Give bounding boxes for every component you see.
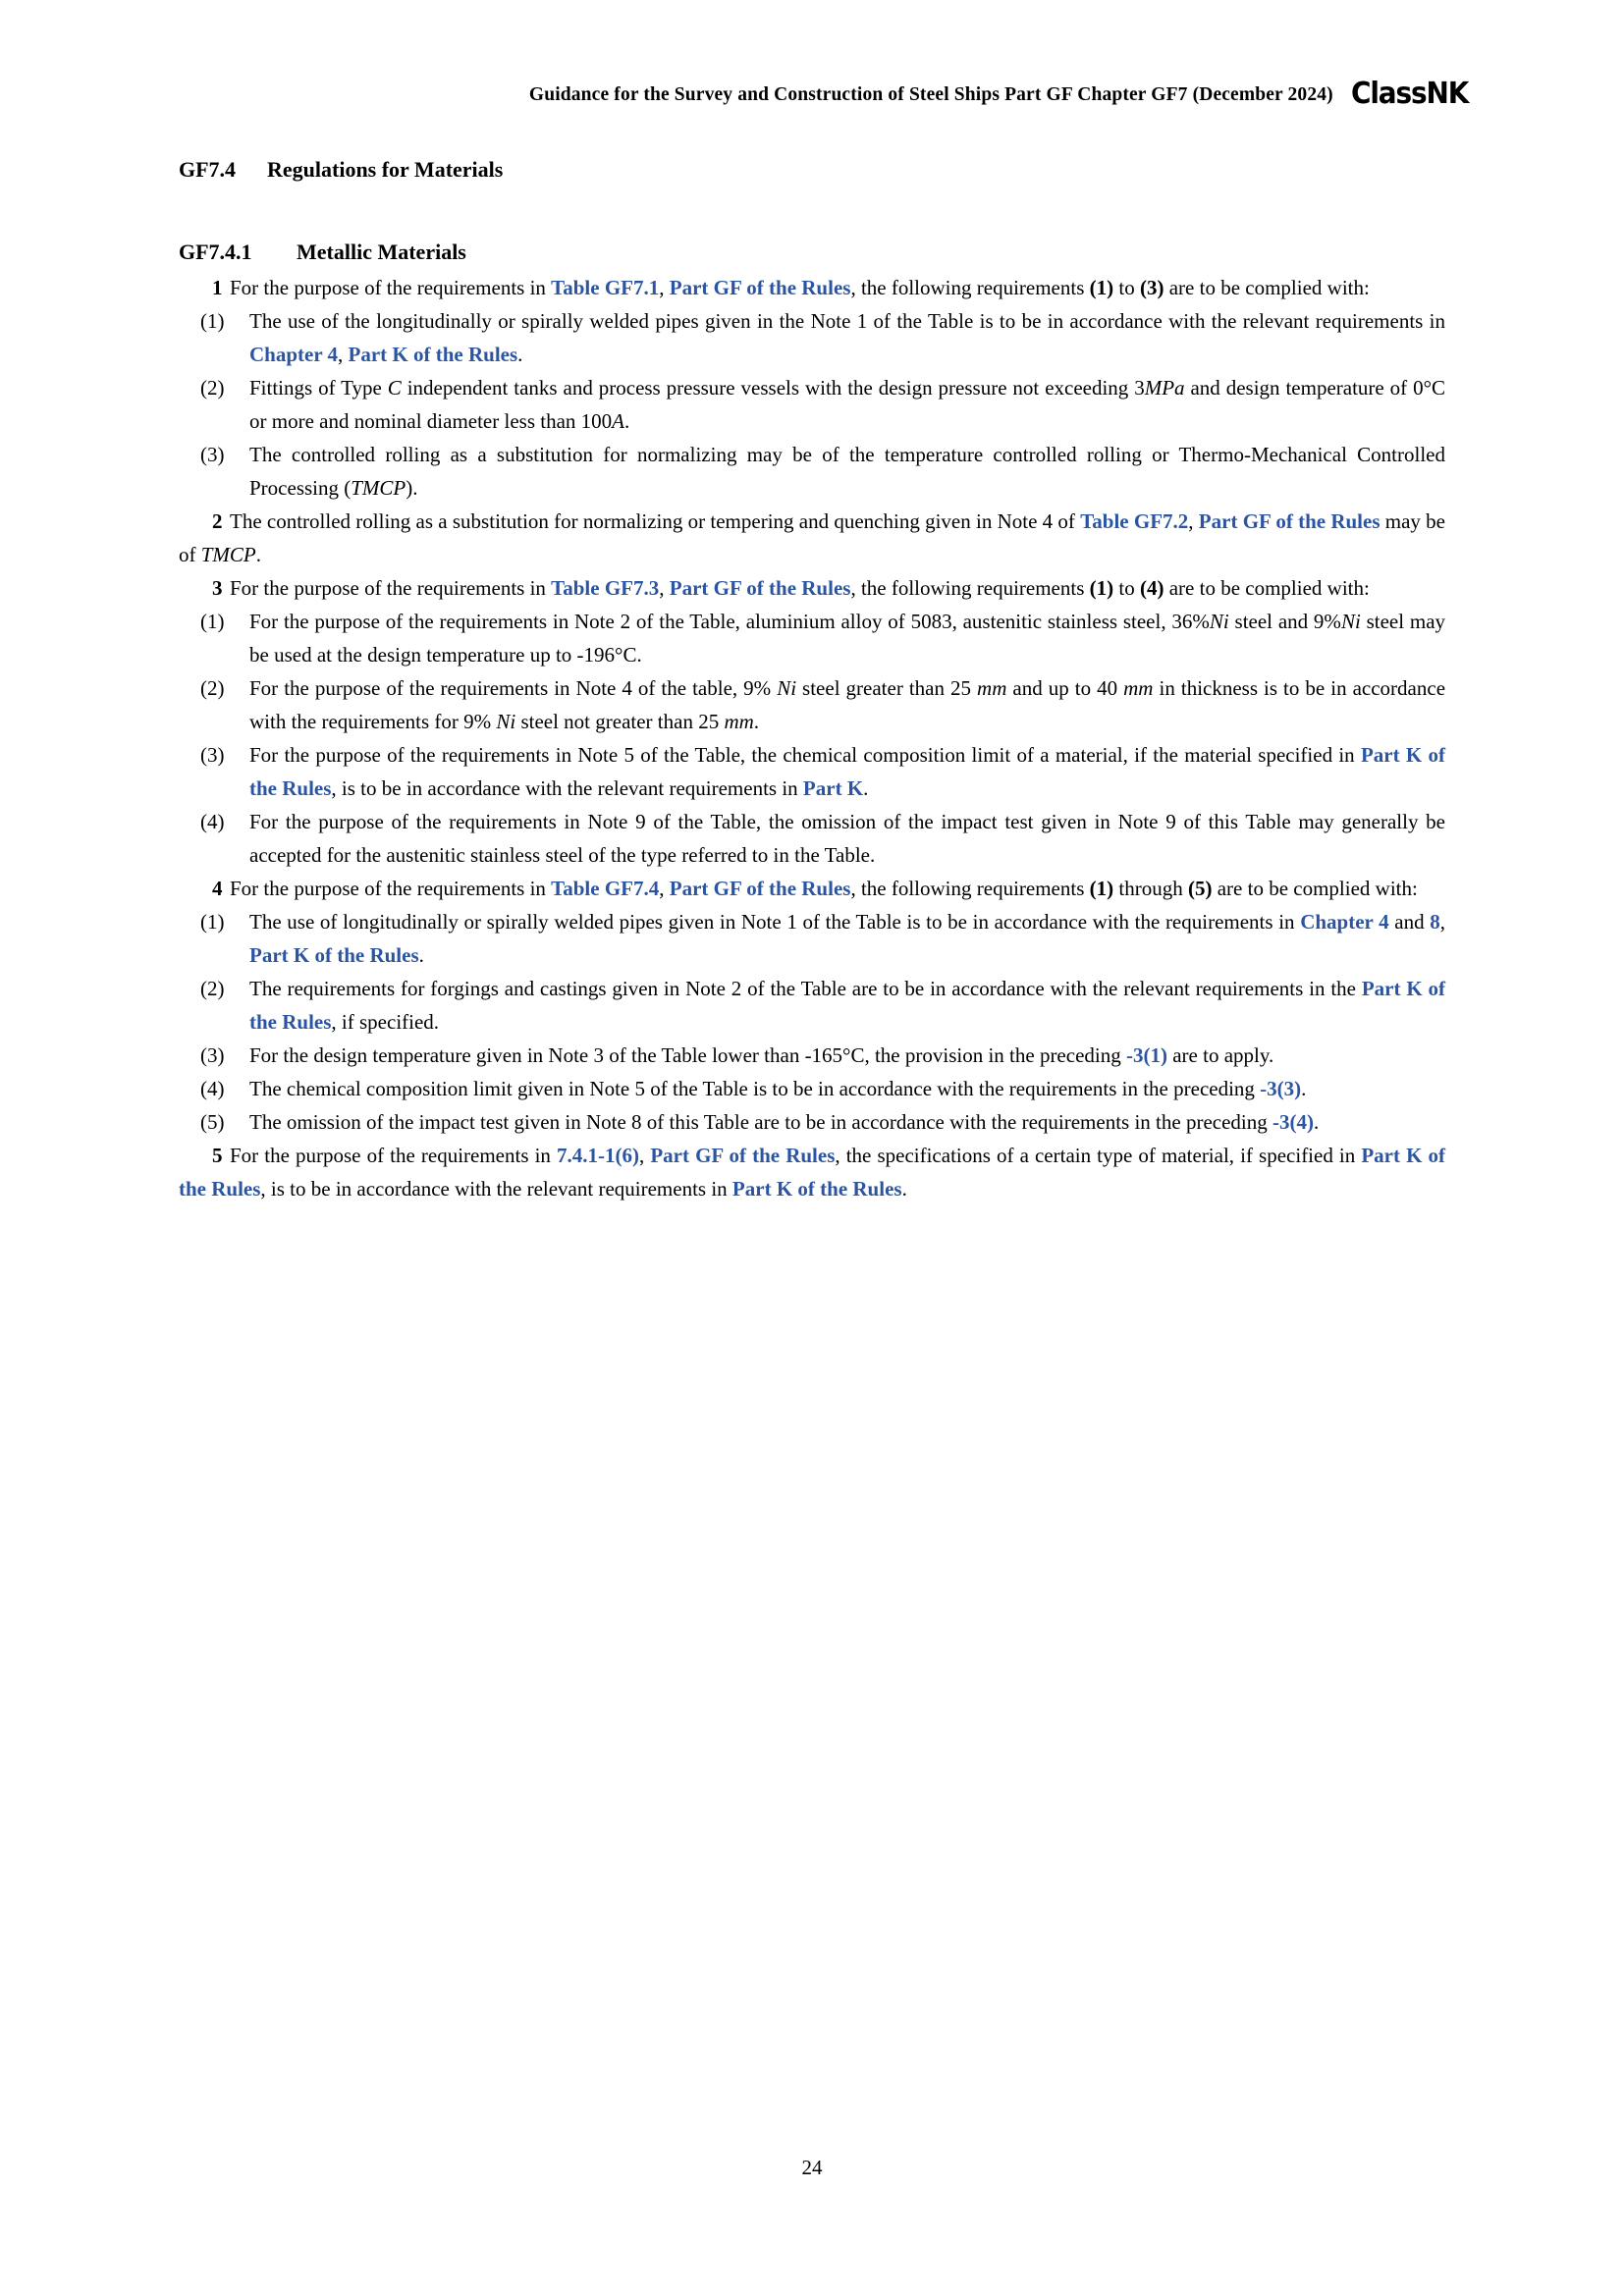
paragraph-text: . (255, 543, 262, 567)
italic-term: mm (724, 710, 754, 734)
item-text: steel may be used at the design temperature up to -196°C. (249, 610, 1446, 667)
item-marker: (4) (200, 1077, 225, 1101)
paragraph-text: are to be complied with: (1164, 576, 1370, 601)
reference-link[interactable]: -3(4) (1272, 1110, 1314, 1135)
paragraph-text: The controlled rolling as a substitution for normalizing or tempering and quenching given in Note 4 of (230, 509, 1081, 534)
item-ref: (1) (1089, 276, 1114, 299)
paragraph-text: to (1113, 576, 1140, 601)
paragraph-text: . (901, 1177, 907, 1201)
item-marker: (1) (200, 910, 225, 934)
list-item (179, 371, 1445, 438)
paragraph-text: For the purpose of the requirements in (230, 1144, 558, 1168)
reference-link[interactable]: Chapter 4 (249, 343, 339, 367)
list-item (179, 1105, 1445, 1139)
item-text: . (517, 343, 523, 367)
paragraph-number: 2 (212, 509, 223, 534)
item-text: The chemical composition limit given in Note 5 of the Table is to be in accordance with the requirements in the preceding (249, 1077, 1261, 1101)
reference-link[interactable]: Part GF of the Rules (650, 1144, 836, 1168)
reference-link[interactable]: Table GF7.3 (551, 576, 660, 601)
item-marker: (3) (200, 1043, 225, 1068)
paragraph-text: are to be complied with: (1164, 276, 1370, 299)
italic-term: Ni (777, 676, 797, 701)
subsection-number: GF7.4.1 (179, 240, 252, 264)
item-text: independent tanks and process pressure vessels with the design pressure not exceeding 3 (401, 376, 1145, 400)
reference-link[interactable]: Part GF of the Rules (669, 276, 851, 299)
paragraph-number: 5 (212, 1144, 223, 1168)
section-number: GF7.4 (179, 157, 237, 182)
section-title: Regulations for Materials (267, 157, 504, 182)
paragraph-number: 3 (212, 576, 223, 601)
reference-link[interactable]: Part GF of the Rules (1198, 509, 1380, 534)
item-marker: (2) (200, 376, 225, 400)
list-item (179, 738, 1445, 805)
paragraph-text: , the following requirements (850, 877, 1090, 901)
item-text: For the purpose of the requirements in Note 5 of the Table, the chemical composition limit of a material, if the material specified in (249, 743, 1361, 768)
paragraph-text: , (1188, 509, 1199, 534)
reference-link[interactable]: -3(1) (1125, 1043, 1167, 1068)
paragraph-text: For the purpose of the requirements in (230, 576, 552, 601)
item-text: , (338, 343, 349, 367)
reference-link[interactable]: Part K (802, 776, 864, 801)
item-marker: (2) (200, 676, 225, 701)
paragraph-text: , the specifications of a certain type of material, if specified in (835, 1144, 1362, 1168)
item-text: . (753, 710, 760, 734)
section-heading (179, 157, 1445, 183)
item-text: . (1301, 1077, 1307, 1101)
item-text: steel not greater than 25 (515, 710, 725, 734)
paragraph-1 (179, 271, 1445, 304)
item-text: The use of the longitudinally or spirally welded pipes given in the Note 1 of the Table is to be in accordance with the relevant requirements in (249, 309, 1445, 334)
italic-term: C (387, 376, 402, 400)
item-text: and up to 40 (1006, 676, 1124, 701)
item-text: steel and 9% (1228, 610, 1341, 634)
reference-link[interactable]: Table GF7.4 (551, 877, 660, 901)
reference-link[interactable]: Table GF7.2 (1080, 509, 1189, 534)
list-item (179, 438, 1445, 505)
item-marker: (2) (200, 977, 225, 1001)
reference-link[interactable]: Chapter 4 (1300, 910, 1389, 934)
list-item (179, 805, 1445, 872)
paragraph-text: may be of (179, 509, 1446, 567)
item-text: , (1439, 910, 1446, 934)
item-marker: (3) (200, 443, 225, 467)
paragraph-text: to (1113, 276, 1140, 299)
reference-link[interactable]: Part GF of the Rules (669, 576, 851, 601)
reference-link[interactable]: 7.4.1-1(6) (557, 1144, 639, 1168)
subsection-heading (179, 240, 1445, 265)
item-text: The use of longitudinally or spirally welded pipes given in Note 1 of the Table is to be in accordance with the requirements in (249, 910, 1301, 934)
document-body (179, 157, 1445, 1205)
paragraph-text: , (659, 877, 670, 901)
running-header-text: Guidance for the Survey and Construction of Steel Ships Part GF Chapter GF7 (December 2024) (528, 84, 1333, 105)
item-ref: (1) (1089, 877, 1114, 901)
classnk-logo: ClassNK (1350, 77, 1469, 111)
italic-term: MPa (1144, 376, 1185, 400)
item-text: The controlled rolling as a substitution for normalizing may be of the temperature controlled rolling or Thermo-Mechanical Controlled Processing ( (249, 443, 1445, 501)
paragraph-5 (179, 1139, 1445, 1205)
italic-term: mm (977, 676, 1007, 701)
item-text: steel greater than 25 (796, 676, 978, 701)
item-text: , is to be in accordance with the relevant requirements in (331, 776, 803, 801)
list-item (179, 905, 1445, 972)
item-text: The requirements for forgings and castings given in Note 2 of the Table are to be in accordance with the relevant requirements in the (249, 977, 1362, 1001)
reference-link[interactable]: Table GF7.1 (551, 276, 660, 299)
reference-link[interactable]: Part K of the Rules (249, 977, 1445, 1035)
paragraph-number: 4 (212, 877, 223, 901)
item-text: ). (406, 476, 418, 501)
list-item (179, 605, 1445, 671)
item-ref: (4) (1139, 576, 1164, 601)
paragraph-text: For the purpose of the requirements in (230, 877, 552, 901)
list-item (179, 671, 1445, 738)
item-text: For the purpose of the requirements in Note 9 of the Table, the omission of the impact test given in Note 9 of this Table may generally be accepted for the austenitic stainless steel of the type referred to in the Table. (249, 810, 1445, 868)
reference-link[interactable]: Part K of the Rules (179, 1144, 1445, 1201)
running-header (147, 77, 1477, 111)
item-text: , if specified. (331, 1010, 440, 1035)
item-text: . (1313, 1110, 1320, 1135)
subsection-title: Metallic Materials (297, 240, 466, 264)
paragraph-text: are to be complied with: (1212, 877, 1418, 901)
item-text: For the purpose of the requirements in Note 2 of the Table, aluminium alloy of 5083, austenitic stainless steel, 36% (249, 610, 1210, 634)
reference-link[interactable]: Part K of the Rules (249, 943, 419, 968)
italic-term: mm (1123, 676, 1154, 701)
item-text: For the design temperature given in Note 3 of the Table lower than -165°C, the provision in the preceding (249, 1043, 1126, 1068)
item-text: . (418, 943, 424, 968)
reference-link[interactable]: Part K of the Rules (731, 1177, 902, 1201)
list-item (179, 304, 1445, 371)
item-ref: (5) (1187, 877, 1213, 901)
item-text: . (623, 409, 630, 434)
item-marker: (1) (200, 610, 225, 634)
paragraph-2 (179, 505, 1445, 571)
list-item (179, 1039, 1445, 1072)
italic-term: Ni (1340, 610, 1361, 634)
italic-term: Ni (1209, 610, 1229, 634)
reference-link[interactable]: Part K of the Rules (348, 343, 518, 367)
reference-link[interactable]: -3(3) (1260, 1077, 1302, 1101)
reference-link[interactable]: Part K of the Rules (249, 743, 1445, 801)
item-marker: (4) (200, 810, 225, 834)
italic-term: Ni (496, 710, 516, 734)
paragraph-text: , (659, 276, 670, 299)
list-item (179, 1072, 1445, 1105)
paragraph-text: , (659, 576, 670, 601)
paragraph-4 (179, 872, 1445, 905)
page-number: 24 (801, 2156, 823, 2179)
italic-term: TMCP (351, 476, 406, 501)
item-ref: (3) (1139, 276, 1164, 299)
italic-term: A (612, 409, 624, 434)
reference-link[interactable]: 8 (1430, 910, 1440, 934)
item-text: . (863, 776, 869, 801)
item-ref: (1) (1089, 576, 1114, 601)
item-text: and design temperature of 0°C or more and nominal diameter less than 100 (249, 376, 1445, 434)
list-item (179, 972, 1445, 1039)
item-text: The omission of the impact test given in Note 8 of this Table are to be in accordance with the requirements in the preceding (249, 1110, 1272, 1135)
italic-term: TMCP (200, 543, 256, 567)
item-text: in thickness is to be in accordance with the requirements for 9% (249, 676, 1446, 734)
paragraph-text: through (1113, 877, 1188, 901)
item-text: For the purpose of the requirements in Note 4 of the table, 9% (249, 676, 778, 701)
paragraph-number: 1 (212, 276, 223, 299)
item-text: Fittings of Type (249, 376, 388, 400)
paragraph-text: , the following requirements (850, 276, 1090, 299)
item-marker: (1) (200, 309, 225, 334)
paragraph-text: , is to be in accordance with the relevant requirements in (260, 1177, 732, 1201)
paragraph-text: , the following requirements (850, 576, 1090, 601)
item-text: are to apply. (1166, 1043, 1274, 1068)
paragraph-3 (179, 571, 1445, 605)
item-marker: (5) (200, 1110, 225, 1135)
reference-link[interactable]: Part GF of the Rules (669, 877, 851, 901)
item-text: and (1388, 910, 1431, 934)
item-marker: (3) (200, 743, 225, 768)
paragraph-text: For the purpose of the requirements in (230, 276, 552, 299)
paragraph-text: , (639, 1144, 651, 1168)
